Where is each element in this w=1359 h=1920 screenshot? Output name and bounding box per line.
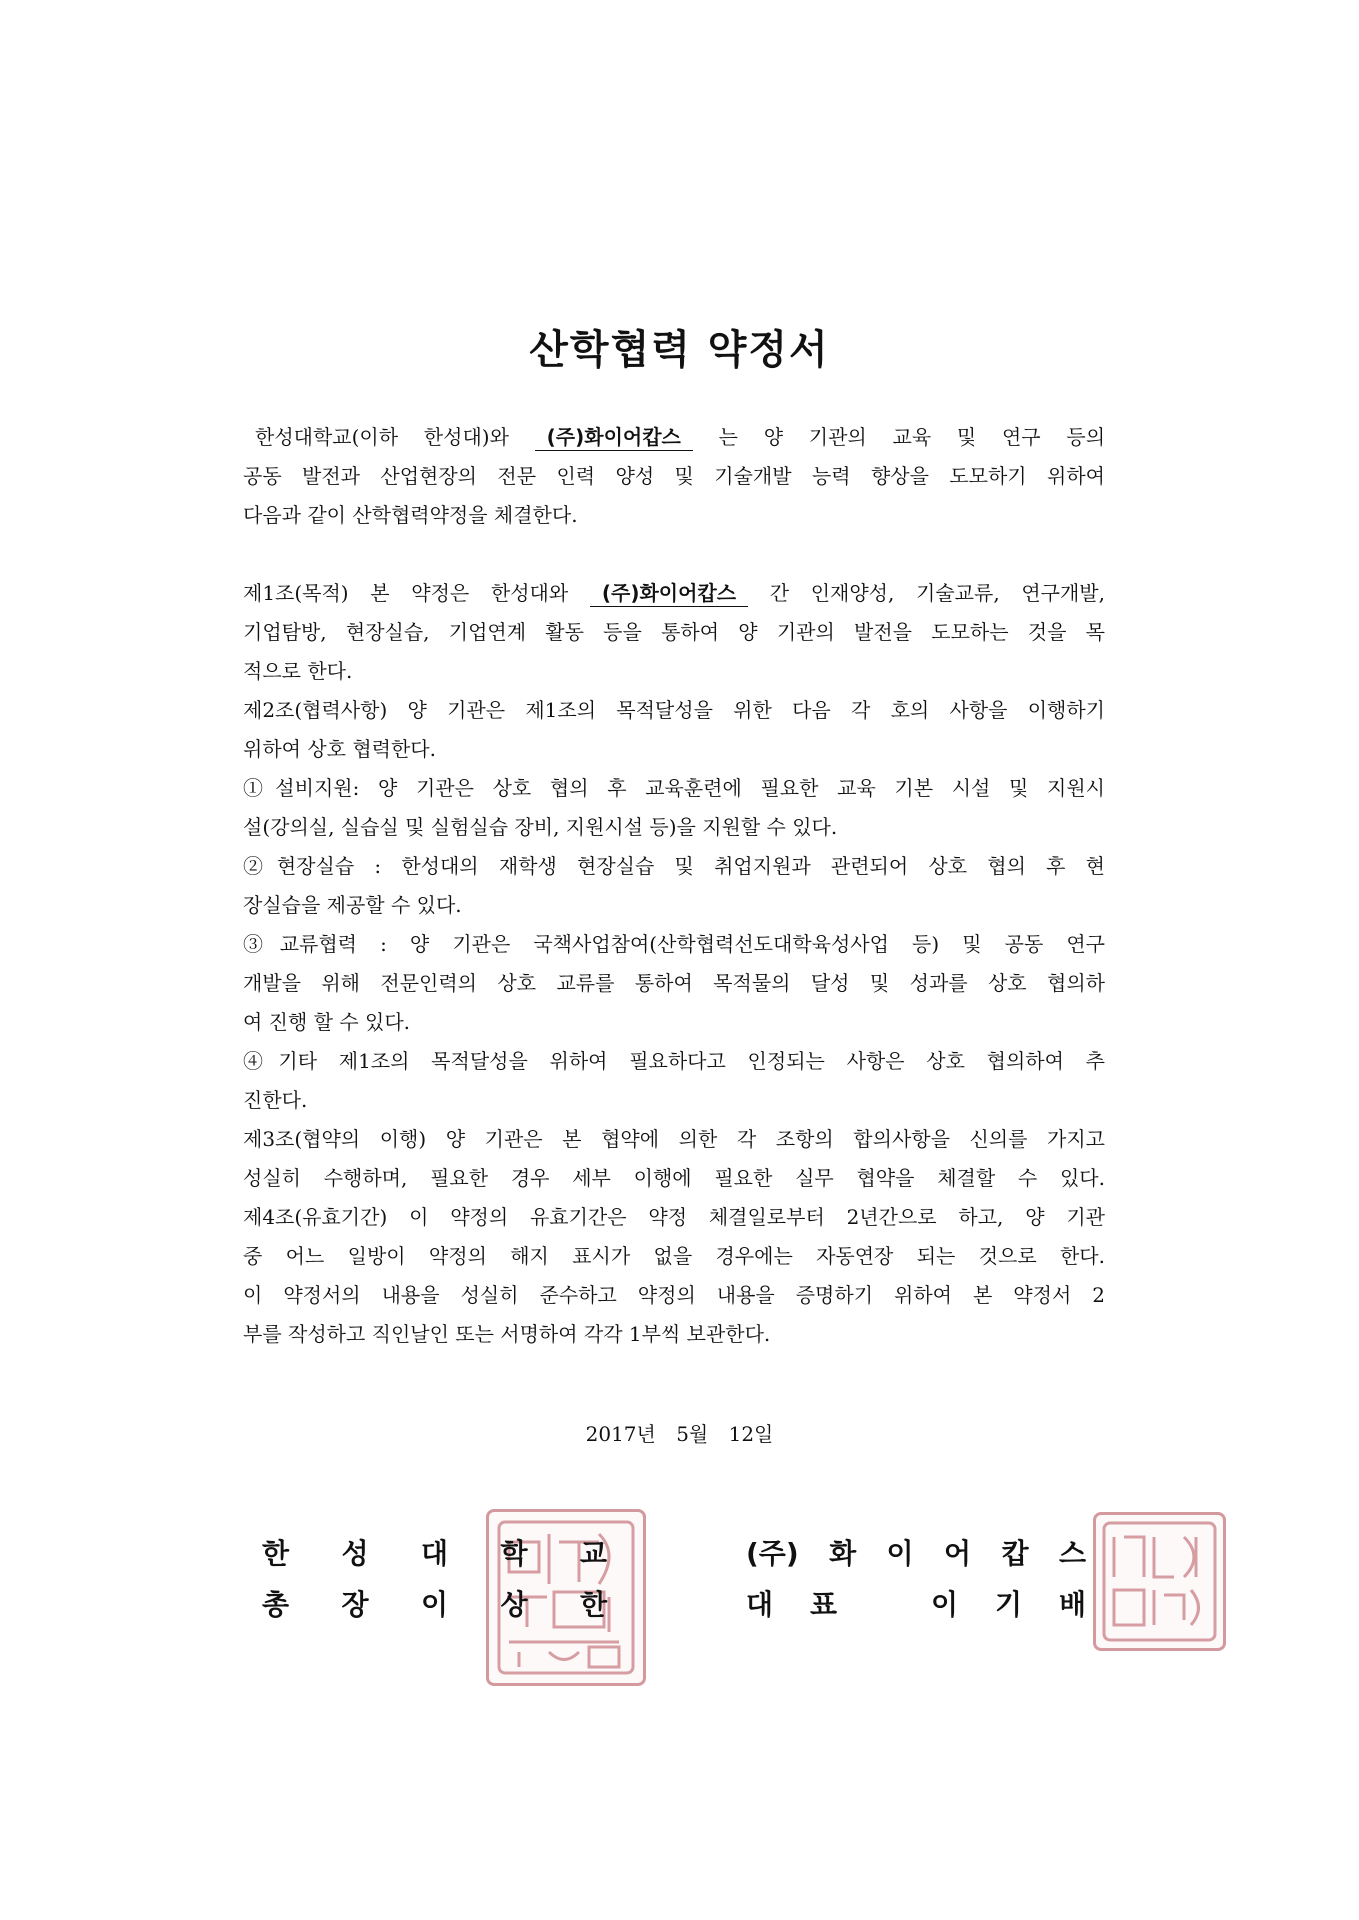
intro-line-2: 공동 발전과 산업현장의 전문 인력 양성 및 기술개발 능력 향상을 도모하기 위하여 [243,464,1105,488]
org-char: 성 [341,1537,369,1570]
company-seal-stamp [1093,1512,1226,1651]
org-char: 캅 [1001,1537,1029,1570]
person-char: 총 [262,1588,290,1621]
body-line: ②현장실습 : 한성대의 재학생 현장실습 및 취업지원과 관련되어 상호 협의 후 현 [243,854,1105,878]
org-char: 한 [262,1537,290,1570]
org-char: 어 [944,1537,972,1570]
article1-suffix: 간 인재양성, 기술교류, 연구개발, [769,581,1105,605]
person-char: 장 [341,1588,369,1621]
person-char: 이 [420,1588,449,1621]
article1-prefix: 제1조(목적) 본 약정은 한성대와 [243,581,569,605]
person-char: 기 [994,1588,1022,1621]
org-char: 대 [420,1537,449,1570]
person-char: 상 [500,1588,528,1621]
person-char: 이 [930,1588,958,1621]
university-name-row [262,1532,607,1572]
body-line: 장실습을 제공할 수 있다. [243,893,462,917]
body-line: ①설비지원: 양 기관은 상호 협의 후 교육훈련에 필요한 교육 기본 시설 및 지원시 [243,776,1105,800]
body-line: 진한다. [243,1088,308,1112]
body-line: 위하여 상호 협력한다. [243,737,436,761]
company-name-row [746,1532,1086,1572]
agreement-date: 2017년 5월 12일 [585,1422,774,1446]
body-line: 성실히 수행하며, 필요한 경우 세부 이행에 필요한 실무 협약을 체결할 수 있다. [243,1166,1105,1190]
body-line: 제4조(유효기간) 이 약정의 유효기간은 약정 체결일로부터 2년간으로 하고, 양 기관 [243,1205,1105,1229]
body-line: 설(강의실, 실습실 및 실험실습 장비, 지원시설 등)을 지원할 수 있다. [243,815,838,839]
org-char: 이 [886,1537,914,1570]
intro-prefix: 한성대학교(이하 한성대)와 [255,425,509,449]
spacer [874,1583,894,1623]
body-line: 개발을 위해 전문인력의 상호 교류를 통하여 목적물의 달성 및 성과를 상호 협의하 [243,971,1105,995]
body-line: 부를 작성하고 직인날인 또는 서명하여 각각 1부씩 보관한다. [243,1322,771,1346]
body-line: 중 어느 일방이 약정의 해지 표시가 없을 경우에는 자동연장 되는 것으로 한다. [243,1244,1105,1268]
company-ceo-row [746,1583,1086,1623]
intro-line-1 [243,418,1105,457]
document-title: 산학협력 약정서 [529,327,830,373]
body-line: 이 약정서의 내용을 성실히 준수하고 약정의 내용을 증명하기 위하여 본 약정서 2 [243,1283,1105,1307]
org-char: 학 [500,1537,528,1570]
company-seal-icon [1096,1515,1223,1648]
body-line: 기업탐방, 현장실습, 기업연계 활동 등을 통하여 양 기관의 발전을 도모하는 것을 목 [243,620,1105,644]
body-line: 제3조(협약의 이행) 양 기관은 본 협약에 의한 각 조항의 합의사항을 신의를 가지고 [243,1127,1105,1151]
document-body [243,418,1105,1354]
org-char: 스 [1058,1537,1086,1570]
article1-line-1 [243,574,1105,613]
company-name-blank: (주)화이어캅스 [535,424,693,451]
person-char: 배 [1058,1588,1086,1621]
person-char: 표 [810,1588,838,1621]
org-char: 교 [579,1537,607,1570]
body-line: 제2조(협력사항) 양 기관은 제1조의 목적달성을 위한 다음 각 호의 사항을 이행하기 [243,698,1105,722]
person-char: 한 [579,1588,607,1621]
body-line: 적으로 한다. [243,659,353,683]
intro-line-3: 다음과 같이 산학협력약정을 체결한다. [243,503,578,527]
org-char: 화 [829,1537,857,1570]
body-line: ④기타 제1조의 목적달성을 위하여 필요하다고 인정되는 사항은 상호 협의하여 추 [243,1049,1105,1073]
org-char: (주) [746,1537,799,1570]
company-name-blank: (주)화이어캅스 [590,580,748,607]
university-president-row [262,1583,607,1623]
intro-suffix: 는 양 기관의 교육 및 연구 등의 [718,425,1106,449]
body-line: ③교류협력 : 양 기관은 국책사업참여(산학협력선도대학육성사업 등) 및 공동 연구 [243,932,1105,956]
body-line: 여 진행 할 수 있다. [243,1010,411,1034]
person-char: 대 [746,1588,774,1621]
